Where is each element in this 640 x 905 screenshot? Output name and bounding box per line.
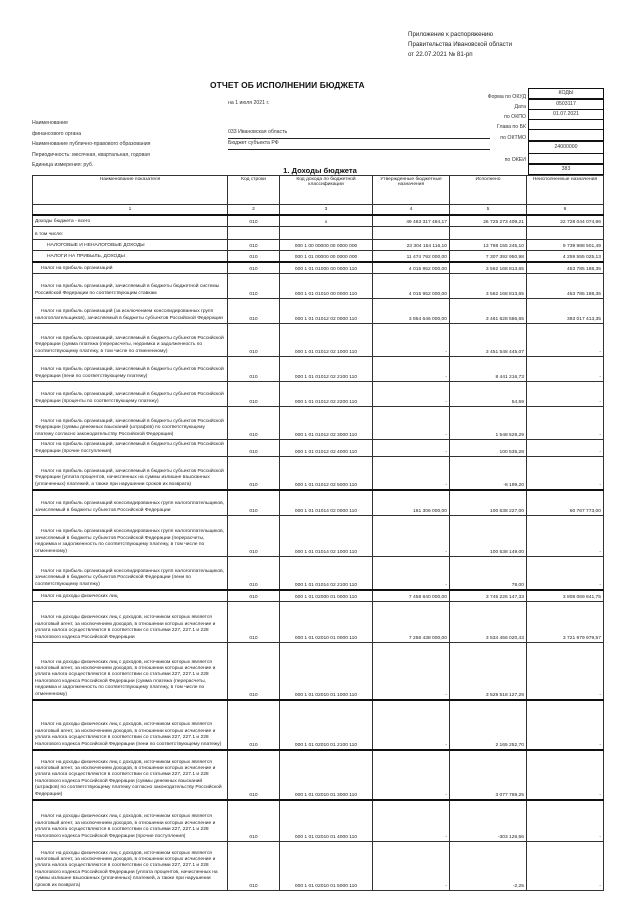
code-value: 383 <box>561 166 571 172</box>
row-code: 010 <box>228 299 280 324</box>
row-unexecuted: - <box>527 357 604 382</box>
row-approved: - <box>373 800 450 842</box>
row-name: Налог на доходы физических лиц с доходов, источником которых является налоговый агент, за исключением доходов, в отношении которых исчисление и уплата налога осуществляются в соответствии со статьями 227, 227.1 и 228 Налогового кодекса Российской Федерации <box>33 602 228 643</box>
row-name: Налог на прибыль организаций консолидированных групп налогоплательщиков, зачисляемый в бюджеты субъектов Российской Федерации <box>33 490 228 516</box>
row-kbk: 000 1 01 02010 01 3000 110 <box>280 750 373 800</box>
appendix-note <box>408 30 512 60</box>
row-code: 010 <box>228 240 280 251</box>
row-unexecuted: - <box>527 440 604 457</box>
row-executed: 3 745 226 147,33 <box>450 590 527 602</box>
row-unexecuted: 3 808 069 841,75 <box>527 590 604 602</box>
row-approved: - <box>373 382 450 407</box>
meta-label: Периодичность: месячная, квартальная, годовая <box>32 151 150 158</box>
row-executed: -8 199,20 <box>450 457 527 491</box>
row-code: 010 <box>228 215 280 227</box>
table-row <box>33 274 604 299</box>
table-header-row <box>33 176 604 205</box>
table-row <box>33 800 604 842</box>
row-approved: - <box>373 357 450 382</box>
table-row <box>33 227 604 240</box>
table-row <box>33 590 604 602</box>
row-kbk: 000 1 01 01012 02 2100 110 <box>280 357 373 382</box>
code-label: Глава по БК <box>496 124 526 130</box>
row-unexecuted: - <box>527 457 604 491</box>
row-unexecuted: 22 728 044 074,96 <box>527 215 604 227</box>
codes-labels <box>440 92 526 165</box>
row-name: Налог на доходы физических лиц с доходов, источником которых является налоговый агент, за исключением доходов, в отношении которых исчисление и уплата налога осуществляются в соответствии со статьями 227, 227.1 и 228 Налогового кодекса Российской Федерации (суммы денежных взысканий (штрафов) по соответствующему платежу согласно законодательству Российской Федерации) <box>33 750 228 800</box>
row-kbk: 000 1 01 01014 02 2100 110 <box>280 557 373 591</box>
row-executed: 3 562 168 813,65 <box>450 274 527 299</box>
code-value: 01.07.2021 <box>529 110 603 120</box>
row-executed: 3 534 456 020,43 <box>450 602 527 643</box>
row-name: Налог на прибыль организаций <box>33 262 228 274</box>
row-name: Налог на прибыль организаций, зачисляемый в бюджеты субъектов Российской Федерации (пени по соответствующему платежу) <box>33 357 228 382</box>
row-approved: - <box>373 643 450 701</box>
row-executed: 100 535,28 <box>450 440 527 457</box>
row-name: НАЛОГИ НА ПРИБЫЛЬ, ДОХОДЫ <box>33 251 228 263</box>
row-kbk: 000 1 01 01012 02 3000 110 <box>280 407 373 440</box>
row-code: 010 <box>228 457 280 491</box>
report-date: на 1 июля 2021 г. <box>228 100 270 106</box>
row-executed: 54,59 <box>450 382 527 407</box>
row-executed: 8 441 216,73 <box>450 357 527 382</box>
row-code: 010 <box>228 602 280 643</box>
row-executed: -303 126,56 <box>450 800 527 842</box>
table-row <box>33 299 604 324</box>
row-code: 010 <box>228 516 280 557</box>
table-row <box>33 643 604 701</box>
col-number: 1 <box>33 205 228 216</box>
row-approved: 4 015 952 000,00 <box>373 274 450 299</box>
row-executed: 78,00 <box>450 557 527 591</box>
row-code: 010 <box>228 407 280 440</box>
table-row <box>33 490 604 516</box>
meta-label: Единица измерения: руб. <box>32 162 94 169</box>
row-name: Налог на доходы физических лиц <box>33 590 228 602</box>
row-kbk: 000 1 01 01010 00 0000 110 <box>280 274 373 299</box>
row-kbk: 000 1 01 01000 00 0000 110 <box>280 262 373 274</box>
table-row <box>33 440 604 457</box>
appendix-line-1: Приложение к распоряжению <box>408 31 494 38</box>
code-label: Дата <box>514 104 526 110</box>
row-unexecuted: - <box>527 842 604 891</box>
row-name: Налог на прибыль организаций, зачисляемый в бюджеты бюджетной системы Российской Федерации по соответствующим ставкам <box>33 274 228 299</box>
row-executed: 3 451 548 445,07 <box>450 324 527 357</box>
row-approved: 23 304 154 116,10 <box>373 240 450 251</box>
report-title: ОТЧЕТ ОБ ИСПОЛНЕНИИ БЮДЖЕТА <box>210 80 365 90</box>
row-executed: 100 538 149,00 <box>450 516 527 557</box>
row-unexecuted: 9 739 988 501,49 <box>527 240 604 251</box>
row-name: Налог на прибыль организаций, зачисляемый в бюджеты субъектов Российской Федерации (проценты по соответствующему платежу) <box>33 382 228 407</box>
meta-label: финансового органа <box>32 130 82 137</box>
row-unexecuted: 60 767 773,00 <box>527 490 604 516</box>
row-approved: - <box>373 750 450 800</box>
row-approved: - <box>373 440 450 457</box>
row-executed: 7 307 392 950,98 <box>450 251 527 263</box>
meta-label: Наименование публично-правового образования <box>32 141 151 148</box>
row-approved <box>373 227 450 240</box>
col-number: 4 <box>373 205 450 216</box>
row-name: Налог на доходы физических лиц с доходов, источником которых является налоговый агент, за исключением доходов, в отношении которых исчисление и уплата налога осуществляются в соответствии со статьями 227, 227.1 и 228 Налогового кодекса Российской Федерации (прочие поступления) <box>33 800 228 842</box>
meta-label: Наименование <box>32 120 68 126</box>
col-header-unexecuted: Неисполненные назначения <box>527 176 604 205</box>
row-kbk <box>280 227 373 240</box>
codes-header: КОДЫ <box>529 89 603 100</box>
code-label: по ОКПО <box>504 114 526 120</box>
table-row <box>33 750 604 800</box>
table-row <box>33 240 604 251</box>
row-code: 010 <box>228 590 280 602</box>
row-kbk: 000 1 01 02010 01 2100 110 <box>280 700 373 750</box>
income-table <box>32 175 604 891</box>
row-kbk: 000 1 01 01012 02 5000 110 <box>280 457 373 491</box>
row-name: Доходы бюджета - всего <box>33 215 228 227</box>
col-number: 5 <box>450 205 527 216</box>
row-code: 010 <box>228 357 280 382</box>
row-kbk: 000 1 01 01012 02 0000 110 <box>280 299 373 324</box>
row-kbk: 000 1 01 01012 02 2200 110 <box>280 382 373 407</box>
row-code: 010 <box>228 700 280 750</box>
code-value: 24000000 <box>529 142 603 154</box>
row-kbk: 000 1 01 01012 02 1000 110 <box>280 324 373 357</box>
row-name: Налог на доходы физических лиц с доходов, источником которых является налоговый агент, за исключением доходов, в отношении которых исчисление и уплата налога осуществляются в соответствии со статьями 227, 227.1 и 228 Налогового кодекса Российской Федерации (уплата процентов, начисленных на суммы излишне взысканных (уплаченных) платежей, а также при нарушении сроков их возврата) <box>33 842 228 891</box>
row-name: Налог на прибыль организаций, зачисляемый в бюджеты субъектов Российской Федерации (суммы денежных взысканий (штрафов) по соответствующему платежу согласно законодательству Российской Федерации) <box>33 407 228 440</box>
row-code: 010 <box>228 800 280 842</box>
codes-box <box>528 88 604 175</box>
row-approved: 3 854 646 000,00 <box>373 299 450 324</box>
row-executed: 3 461 628 586,65 <box>450 299 527 324</box>
row-executed: 13 768 155 245,10 <box>450 240 527 251</box>
col-header-code: Код строки <box>228 176 280 205</box>
table-body <box>33 215 604 891</box>
row-code: 010 <box>228 750 280 800</box>
row-kbk: 000 1 01 01014 02 0000 110 <box>280 490 373 516</box>
row-unexecuted: 4 259 555 025,13 <box>527 251 604 263</box>
row-code: 010 <box>228 490 280 516</box>
row-executed <box>450 227 527 240</box>
code-value <box>529 120 603 130</box>
table-row <box>33 382 604 407</box>
row-approved: - <box>373 842 450 891</box>
col-number: 2 <box>228 205 280 216</box>
code-label: Форма по ОКУД <box>487 94 526 100</box>
row-kbk: 000 1 01 02010 01 0000 110 <box>280 602 373 643</box>
row-unexecuted: - <box>527 557 604 591</box>
row-name: Налог на прибыль организаций консолидированных групп налогоплательщиков, зачисляемый в бюджеты субъектов Российской Федерации (пени по соответствующему платежу) <box>33 557 228 591</box>
row-code: 010 <box>228 324 280 357</box>
finance-body-value: 033 Ивановская область <box>228 128 490 139</box>
row-kbk: 000 1 01 02010 01 5000 110 <box>280 842 373 891</box>
row-name: Налог на прибыль организаций, зачисляемый в бюджеты субъектов Российской Федерации (сумма платежа (перерасчеты, недоимка и задолженность по соответствующему платежу, в том числе по отмененному) <box>33 324 228 357</box>
section-title: 1. Доходы бюджета <box>283 166 357 175</box>
row-kbk: 000 1 01 00000 00 0000 000 <box>280 251 373 263</box>
col-header-kbk: Код дохода по бюджетной классификации <box>280 176 373 205</box>
row-code: 010 <box>228 251 280 263</box>
table-row <box>33 357 604 382</box>
row-name: Налог на прибыль организаций (за исключением консолидированных групп налогоплательщиков), зачисляемый в бюджеты субъектов Российской Федерации <box>33 299 228 324</box>
row-name: Налог на доходы физических лиц с доходов, источником которых является налоговый агент, за исключением доходов, в отношении которых исчисление и уплата налога осуществляются в соответствии со статьями 227, 227.1 и 228 Налогового кодекса Российской Федерации (сумма платежа (перерасчеты, недоимка и задолженность по соответствующему платежу, в том числе по отмененному) <box>33 643 228 701</box>
table-row <box>33 602 604 643</box>
row-code: 010 <box>228 557 280 591</box>
row-approved: 7 256 438 000,00 <box>373 602 450 643</box>
table-row <box>33 842 604 891</box>
code-label: по ОКТМО <box>500 135 526 141</box>
row-approved: 11 474 792 000,00 <box>373 251 450 263</box>
row-approved: - <box>373 557 450 591</box>
row-executed: 3 529 518 127,29 <box>450 643 527 701</box>
row-code <box>228 227 280 240</box>
row-executed: 3 077 769,25 <box>450 750 527 800</box>
row-unexecuted: - <box>527 643 604 701</box>
row-kbk: 000 1 01 01012 02 4000 110 <box>280 440 373 457</box>
row-code: 010 <box>228 382 280 407</box>
row-approved: - <box>373 324 450 357</box>
row-code: 010 <box>228 440 280 457</box>
row-approved: 49 463 317 484,17 <box>373 215 450 227</box>
row-unexecuted: 393 017 413,35 <box>527 299 604 324</box>
code-label: по ОКЕИ <box>504 157 526 163</box>
table-row <box>33 457 604 491</box>
code-value <box>529 130 603 142</box>
row-unexecuted: - <box>527 800 604 842</box>
table-row <box>33 251 604 263</box>
row-unexecuted: - <box>527 382 604 407</box>
row-unexecuted <box>527 227 604 240</box>
row-kbk: 000 1 01 02010 01 1000 110 <box>280 643 373 701</box>
column-numbers-row <box>33 205 604 216</box>
row-kbk: 000 1 01 01014 02 1000 110 <box>280 516 373 557</box>
table-row <box>33 262 604 274</box>
col-header-approved: Утвержденные бюджетные назначения <box>373 176 450 205</box>
table-row <box>33 324 604 357</box>
row-approved: 7 458 840 000,00 <box>373 590 450 602</box>
col-number: 3 <box>280 205 373 216</box>
row-approved: 161 306 000,00 <box>373 490 450 516</box>
code-label <box>440 145 526 155</box>
row-executed: 2 165 252,70 <box>450 700 527 750</box>
row-kbk: 000 1 00 00000 00 0000 000 <box>280 240 373 251</box>
row-code: 010 <box>228 842 280 891</box>
row-unexecuted: - <box>527 700 604 750</box>
row-executed: -2,25 <box>450 842 527 891</box>
row-executed: 1 548 529,29 <box>450 407 527 440</box>
col-header-name: Наименование показателя <box>33 176 228 205</box>
row-code: 010 <box>228 643 280 701</box>
row-name: Налог на доходы физических лиц с доходов, источником которых является налоговый агент, за исключением доходов, в отношении которых исчисление и уплата налога осуществляются в соответствии со статьями 227, 227.1 и 228 Налогового кодекса Российской Федерации (пени по соответствующему платежу) <box>33 700 228 750</box>
row-kbk: 000 1 01 02000 01 0000 110 <box>280 590 373 602</box>
appendix-line-2: Правительства Ивановской области <box>408 41 513 48</box>
row-unexecuted: - <box>527 324 604 357</box>
row-unexecuted: 453 785 188,35 <box>527 262 604 274</box>
col-header-executed: Исполнено <box>450 176 527 205</box>
row-unexecuted: 453 785 188,35 <box>527 274 604 299</box>
row-executed: 3 562 168 813,65 <box>450 262 527 274</box>
row-approved: - <box>373 457 450 491</box>
row-unexecuted: - <box>527 407 604 440</box>
row-name: Налог на прибыль организаций, зачисляемый в бюджеты субъектов Российской Федерации (уплата процентов, начисленных на суммы излишне взысканных (уплаченных) платежей, а также при нарушении сроков их возврата) <box>33 457 228 491</box>
row-code: 010 <box>228 274 280 299</box>
table-row <box>33 407 604 440</box>
entity-value: Бюджет субъекта РФ <box>228 139 490 150</box>
row-name: Налог на прибыль организаций, зачисляемый в бюджеты субъектов Российской Федерации (прочие поступления) <box>33 440 228 457</box>
meta-labels <box>32 118 150 171</box>
row-kbk: 000 1 01 02010 01 4000 110 <box>280 800 373 842</box>
table-row <box>33 516 604 557</box>
row-approved: - <box>373 407 450 440</box>
row-name: в том числе: <box>33 227 228 240</box>
col-number: 6 <box>527 205 604 216</box>
row-code: 010 <box>228 262 280 274</box>
row-unexecuted: 3 721 979 979,57 <box>527 602 604 643</box>
table-row <box>33 700 604 750</box>
row-approved: 4 015 952 000,00 <box>373 262 450 274</box>
table-row <box>33 557 604 591</box>
row-executed: 100 538 227,00 <box>450 490 527 516</box>
row-kbk: x <box>280 215 373 227</box>
code-value: 0503117 <box>529 100 603 110</box>
appendix-line-3: от 22.07.2021 № 81-рп <box>408 51 473 58</box>
row-unexecuted: - <box>527 750 604 800</box>
row-approved: - <box>373 516 450 557</box>
row-approved: - <box>373 700 450 750</box>
code-value <box>529 154 603 165</box>
row-executed: 26 725 273 409,21 <box>450 215 527 227</box>
row-name: Налог на прибыль организаций консолидированных групп налогоплательщиков, зачисляемый в бюджеты субъектов Российской Федерации (перерасчеты, недоимка и задолженность по соответствующему платежу, в том числе по отмененному) <box>33 516 228 557</box>
row-unexecuted: - <box>527 516 604 557</box>
row-name: НАЛОГОВЫЕ И НЕНАЛОГОВЫЕ ДОХОДЫ <box>33 240 228 251</box>
table-row <box>33 215 604 227</box>
